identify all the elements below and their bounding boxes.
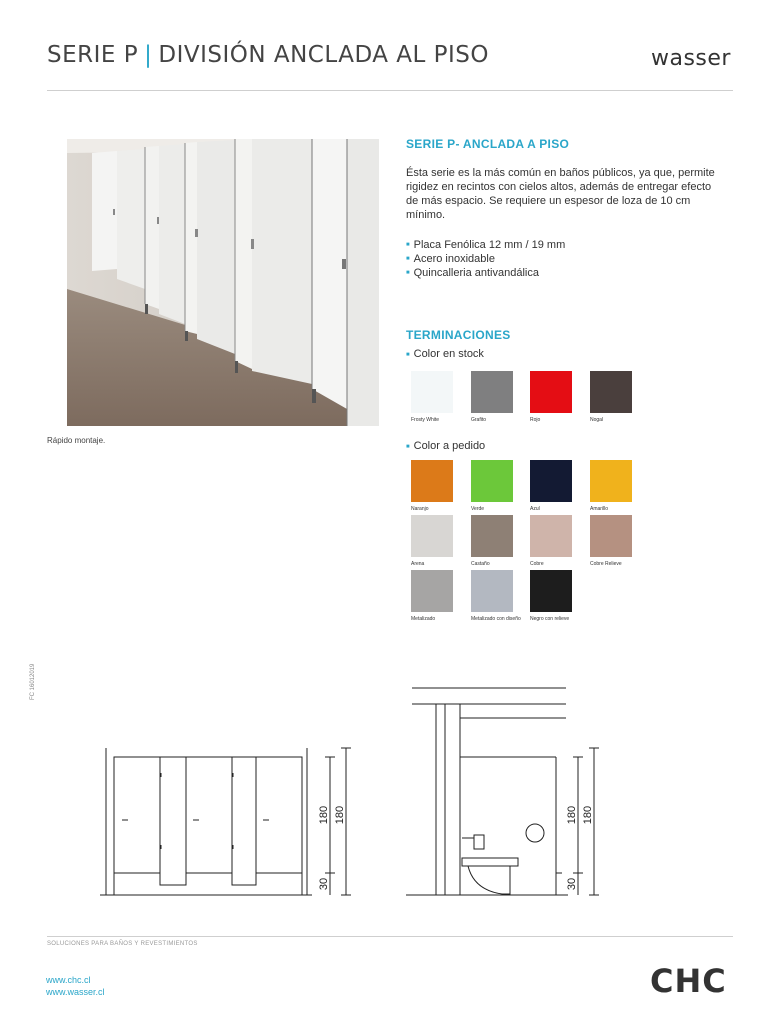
color-swatch	[530, 460, 572, 502]
front-elevation	[100, 748, 351, 895]
color-swatch	[471, 515, 513, 557]
color-swatch	[411, 570, 453, 612]
wasser-logo: wasser	[651, 46, 731, 71]
swatch-label: Verde	[471, 506, 485, 512]
front-dim-top: 180	[318, 805, 330, 825]
side-dim-top: 180	[566, 805, 578, 825]
side-dim-bottom: 30	[566, 877, 578, 891]
swatch-label: Naranjo	[411, 506, 429, 512]
color-swatch	[471, 371, 513, 413]
color-swatch	[590, 371, 632, 413]
bullet-square-icon: ■	[406, 444, 410, 450]
color-swatch	[590, 515, 632, 557]
feature-item: ■ Placa Fenólica 12 mm / 19 mm	[406, 238, 565, 252]
footer-tagline: SOLUCIONES PARA BAÑOS Y REVESTIMIENTOS	[47, 941, 198, 947]
footer-divider	[47, 936, 733, 937]
color-swatch	[411, 515, 453, 557]
color-swatch	[471, 460, 513, 502]
swatch-label: Azul	[530, 506, 540, 512]
color-swatch	[530, 515, 572, 557]
side-section	[406, 688, 599, 895]
bullet-square-icon: ■	[406, 352, 410, 358]
swatch-label: Metalizado con diseño	[471, 616, 521, 622]
title-product: DIVISIÓN ANCLADA AL PISO	[158, 42, 490, 68]
title-separator: |	[144, 42, 153, 68]
photo-caption: Rápido montaje.	[47, 436, 106, 445]
chc-website-link[interactable]: www.chc.cl	[46, 975, 91, 985]
series-title: SERIE P- ANCLADA A PISO	[406, 137, 570, 151]
feature-list	[406, 238, 565, 280]
swatch-label: Grafito	[471, 417, 487, 423]
swatch-label: Cobre	[530, 561, 544, 567]
title-series: SERIE P	[47, 42, 139, 68]
swatch-label: Metalizado	[411, 616, 436, 622]
order-label: ■ Color a pedido	[406, 440, 486, 452]
page-title	[47, 42, 489, 68]
color-swatch	[411, 460, 453, 502]
swatch-label: Rojo	[530, 417, 541, 423]
swatch-label: Nogal	[590, 417, 604, 423]
swatch-label: Cobre Relieve	[590, 561, 622, 567]
document-code: FC 16012019	[30, 663, 36, 700]
technical-drawings	[0, 660, 768, 910]
chc-logo: CHC	[650, 962, 727, 1000]
swatch-label: Negro con relieve	[530, 616, 570, 622]
feature-item: ■ Acero inoxidable	[406, 252, 565, 266]
feature-item: ■ Quincalleria antivandálica	[406, 266, 565, 280]
stock-label: ■ Color en stock	[406, 348, 484, 360]
wasser-website-link[interactable]: www.wasser.cl	[46, 987, 105, 997]
swatch-label: Castaño	[471, 561, 490, 567]
color-swatch	[590, 460, 632, 502]
swatch-label: Amarillo	[590, 506, 609, 512]
side-dim-total: 180	[582, 805, 594, 825]
color-swatch	[530, 570, 572, 612]
finishes-title: TERMINACIONES	[406, 328, 511, 342]
product-photo	[67, 139, 379, 426]
swatch-label: Arena	[411, 561, 425, 567]
color-swatch	[471, 570, 513, 612]
swatch-label: Frosty White	[411, 417, 440, 423]
header-divider	[47, 90, 733, 91]
color-swatch	[411, 371, 453, 413]
front-dim-total: 180	[334, 805, 346, 825]
color-swatch	[530, 371, 572, 413]
series-description: Ésta serie es la más común en baños públicos, ya que, permite rigidez en recintos con cielos altos, además de entregar efecto de más espacio. Se requiere un espesor de loza de 10 cm mínimo.	[406, 167, 715, 221]
front-dim-bottom: 30	[318, 877, 330, 891]
